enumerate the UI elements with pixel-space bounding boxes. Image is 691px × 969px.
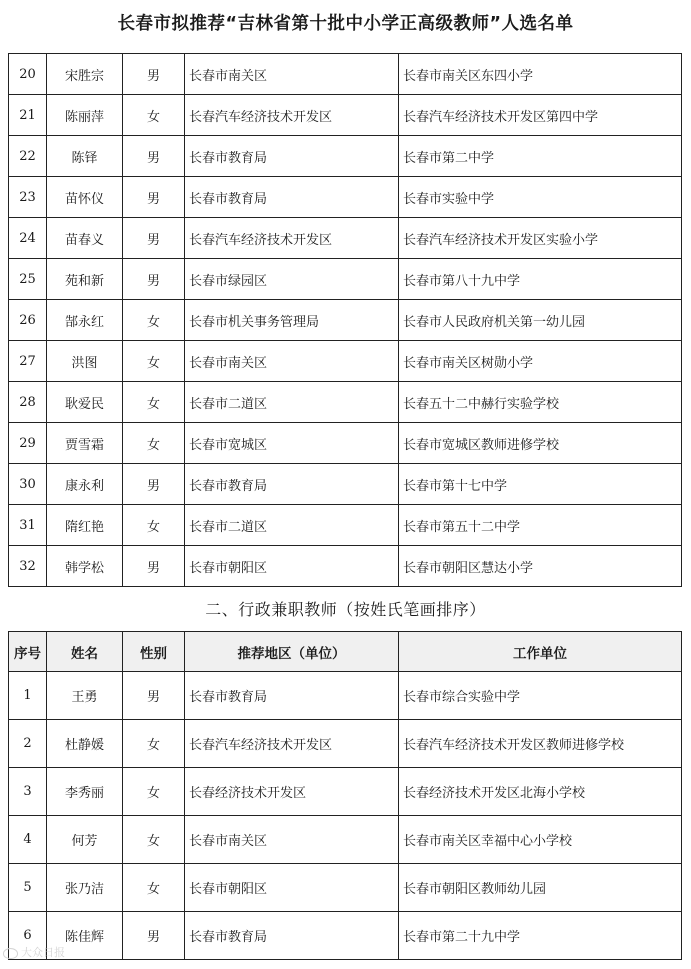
cell-region: 长春市教育局 — [185, 136, 399, 177]
cell-unit: 长春市朝阳区慧达小学 — [399, 546, 682, 587]
cell-gender: 男 — [123, 54, 185, 95]
cell-gender: 男 — [123, 912, 185, 960]
table-row — [9, 259, 682, 300]
table-row — [9, 136, 682, 177]
cell-unit: 长春市人民政府机关第一幼儿园 — [399, 300, 682, 341]
cell-region: 长春汽车经济技术开发区 — [185, 95, 399, 136]
cell-name: 张乃洁 — [47, 864, 123, 912]
cell-name: 贾雪霜 — [47, 423, 123, 464]
cell-name: 苗怀仪 — [47, 177, 123, 218]
cell-name: 李秀丽 — [47, 768, 123, 816]
table-row — [9, 720, 682, 768]
cell-region: 长春市南关区 — [185, 341, 399, 382]
cell-name: 陈铎 — [47, 136, 123, 177]
cell-region: 长春市二道区 — [185, 505, 399, 546]
cell-gender: 女 — [123, 95, 185, 136]
cell-gender: 女 — [123, 341, 185, 382]
table-row — [9, 546, 682, 587]
cell-no: 28 — [9, 382, 47, 423]
table-row — [9, 423, 682, 464]
candidate-table-teachers — [8, 53, 682, 587]
cell-region: 长春市教育局 — [185, 672, 399, 720]
header-name: 姓名 — [47, 632, 123, 672]
cell-name: 苗春义 — [47, 218, 123, 259]
cell-name: 何芳 — [47, 816, 123, 864]
table-row — [9, 464, 682, 505]
cell-name: 耿爱民 — [47, 382, 123, 423]
cell-region: 长春市朝阳区 — [185, 864, 399, 912]
cell-no: 20 — [9, 54, 47, 95]
cell-unit: 长春市综合实验中学 — [399, 672, 682, 720]
table-row — [9, 816, 682, 864]
header-unit: 工作单位 — [399, 632, 682, 672]
cell-region: 长春市南关区 — [185, 54, 399, 95]
cell-unit: 长春五十二中赫行实验学校 — [399, 382, 682, 423]
cell-name: 宋胜宗 — [47, 54, 123, 95]
cell-name: 苑和新 — [47, 259, 123, 300]
cell-name: 韩学松 — [47, 546, 123, 587]
cell-gender: 女 — [123, 864, 185, 912]
cell-region: 长春市南关区 — [185, 816, 399, 864]
cell-no: 29 — [9, 423, 47, 464]
cell-no: 5 — [9, 864, 47, 912]
cell-unit: 长春市南关区幸福中心小学校 — [399, 816, 682, 864]
table-row — [9, 768, 682, 816]
section-heading: 二、行政兼职教师（按姓氏笔画排序） — [205, 600, 486, 619]
cell-region: 长春市二道区 — [185, 382, 399, 423]
cell-no: 1 — [9, 672, 47, 720]
table-row — [9, 864, 682, 912]
table-row — [9, 505, 682, 546]
cell-gender: 女 — [123, 423, 185, 464]
cell-gender: 男 — [123, 672, 185, 720]
cell-no: 27 — [9, 341, 47, 382]
cell-no: 4 — [9, 816, 47, 864]
cell-unit: 长春汽车经济技术开发区教师进修学校 — [399, 720, 682, 768]
cell-gender: 女 — [123, 505, 185, 546]
cell-no: 31 — [9, 505, 47, 546]
header-region: 推荐地区（单位） — [185, 632, 399, 672]
cell-unit: 长春市朝阳区教师幼儿园 — [399, 864, 682, 912]
cell-no: 3 — [9, 768, 47, 816]
table-row — [9, 341, 682, 382]
cell-unit: 长春市第八十九中学 — [399, 259, 682, 300]
header-no: 序号 — [9, 632, 47, 672]
cell-no: 23 — [9, 177, 47, 218]
logo-icon — [3, 948, 18, 959]
cell-unit: 长春市第十七中学 — [399, 464, 682, 505]
cell-no: 22 — [9, 136, 47, 177]
table-row — [9, 177, 682, 218]
table-row — [9, 54, 682, 95]
cell-no: 24 — [9, 218, 47, 259]
cell-region: 长春市机关事务管理局 — [185, 300, 399, 341]
cell-name: 康永利 — [47, 464, 123, 505]
table-row — [9, 95, 682, 136]
cell-unit: 长春市宽城区教师进修学校 — [399, 423, 682, 464]
cell-gender: 女 — [123, 816, 185, 864]
cell-region: 长春汽车经济技术开发区 — [185, 218, 399, 259]
cell-gender: 男 — [123, 136, 185, 177]
cell-region: 长春市教育局 — [185, 177, 399, 218]
cell-gender: 男 — [123, 546, 185, 587]
cell-gender: 男 — [123, 464, 185, 505]
cell-name: 郜永红 — [47, 300, 123, 341]
cell-region: 长春市朝阳区 — [185, 546, 399, 587]
table-row — [9, 300, 682, 341]
cell-gender: 女 — [123, 768, 185, 816]
cell-no: 32 — [9, 546, 47, 587]
cell-unit: 长春经济技术开发区北海小学校 — [399, 768, 682, 816]
table-row — [9, 218, 682, 259]
cell-gender: 男 — [123, 177, 185, 218]
cell-region: 长春市宽城区 — [185, 423, 399, 464]
cell-unit: 长春市第二十九中学 — [399, 912, 682, 960]
cell-gender: 女 — [123, 300, 185, 341]
document-title: 长春市拟推荐“吉林省第十批中小学正高级教师”人选名单 — [117, 14, 574, 34]
cell-no: 2 — [9, 720, 47, 768]
watermark — [3, 944, 65, 960]
cell-unit: 长春市南关区东四小学 — [399, 54, 682, 95]
watermark-text: 大众日报 — [21, 946, 65, 959]
cell-name: 陈丽萍 — [47, 95, 123, 136]
table-row — [9, 672, 682, 720]
table-header-row — [9, 632, 682, 672]
cell-unit: 长春市实验中学 — [399, 177, 682, 218]
cell-gender: 男 — [123, 259, 185, 300]
cell-region: 长春市教育局 — [185, 464, 399, 505]
cell-unit: 长春市南关区树勋小学 — [399, 341, 682, 382]
cell-name: 王勇 — [47, 672, 123, 720]
cell-gender: 男 — [123, 218, 185, 259]
cell-no: 25 — [9, 259, 47, 300]
cell-region: 长春市教育局 — [185, 912, 399, 960]
cell-no: 6 — [9, 912, 47, 960]
table-row — [9, 382, 682, 423]
candidate-table-admin-teachers — [8, 631, 682, 960]
cell-gender: 女 — [123, 720, 185, 768]
cell-name: 洪图 — [47, 341, 123, 382]
cell-unit: 长春市第五十二中学 — [399, 505, 682, 546]
cell-region: 长春市绿园区 — [185, 259, 399, 300]
cell-name: 陈佳辉 — [47, 912, 123, 960]
cell-region: 长春汽车经济技术开发区 — [185, 720, 399, 768]
cell-gender: 女 — [123, 382, 185, 423]
cell-name: 杜静媛 — [47, 720, 123, 768]
cell-name: 隋红艳 — [47, 505, 123, 546]
table-row — [9, 912, 682, 960]
header-gender: 性别 — [123, 632, 185, 672]
cell-unit: 长春汽车经济技术开发区实验小学 — [399, 218, 682, 259]
cell-no: 30 — [9, 464, 47, 505]
cell-unit: 长春汽车经济技术开发区第四中学 — [399, 95, 682, 136]
cell-no: 26 — [9, 300, 47, 341]
cell-region: 长春经济技术开发区 — [185, 768, 399, 816]
cell-no: 21 — [9, 95, 47, 136]
cell-unit: 长春市第二中学 — [399, 136, 682, 177]
